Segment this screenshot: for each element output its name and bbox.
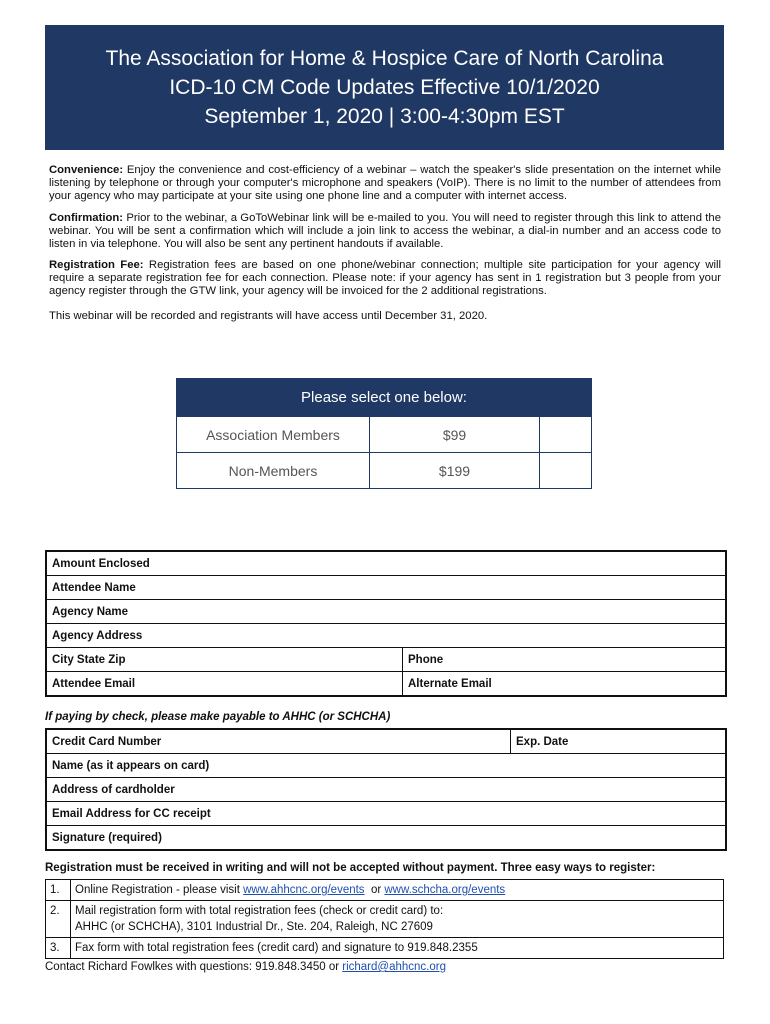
signature-field[interactable]: Signature (required) (46, 826, 726, 851)
way-mail-line1: Mail registration form with total registration fees (check or credit card) to: (75, 905, 444, 917)
convenience-label: Convenience: (49, 164, 124, 176)
nonmember-checkbox[interactable] (540, 453, 592, 489)
member-price: $99 (370, 417, 540, 453)
convenience-paragraph (49, 164, 721, 203)
recorded-paragraph: This webinar will be recorded and registrants will have access until December 31, 2020. (49, 310, 488, 323)
confirmation-text: Prior to the webinar, a GoToWebinar link will be e-mailed to you. You will need to register through this link to attend the webinar. You will be sent a confirmation which will include a join link to access the webinar, a dial-in number and an access code to listen in via telephone. You will also be sent any pertinent handouts if available. (49, 211, 721, 250)
alternate-email-field[interactable]: Alternate Email (403, 672, 727, 697)
header-banner (45, 25, 724, 150)
way-mail-line2: AHHC (or SCHCHA), 3101 Industrial Dr., Ste. 204, Raleigh, NC 27609 (75, 921, 433, 933)
convenience-text: Enjoy the convenience and cost-efficiency of a webinar – watch the speaker's slide presentation on the internet while listening by telephone or through your computer's microphone and speakers (VoIP). There is no limit to the number of attendees from your agency who may participate at your site using one phone line and a computer with internet access. (49, 164, 721, 202)
way-number: 2. (46, 901, 71, 938)
way-mail (71, 901, 724, 938)
table-row (46, 880, 724, 901)
nonmember-price: $199 (370, 453, 540, 489)
cc-email-field[interactable]: Email Address for CC receipt (46, 802, 726, 826)
way-online (71, 880, 724, 901)
schcha-events-link[interactable]: www.schcha.org/events (384, 884, 506, 896)
card-form (45, 728, 727, 851)
registration-ways-table (45, 879, 724, 959)
way-online-text: Online Registration - please visit (75, 884, 244, 896)
member-checkbox[interactable] (540, 417, 592, 453)
phone-field[interactable]: Phone (403, 648, 727, 672)
exp-date-field[interactable]: Exp. Date (511, 729, 727, 754)
fee-text: Registration fees are based on one phone/webinar connection; multiple site participation for your agency will require a separate registration fee for each connection. Please note: if your agency has sent in 1 registration but 3 people from your agency register through the GTW link, your agency will be invoiced for the 2 additional registrations. (49, 259, 722, 298)
confirmation-paragraph (49, 212, 721, 251)
select-heading: Please select one below: (177, 379, 592, 417)
agency-address-field[interactable]: Agency Address (46, 624, 726, 648)
card-number-field[interactable]: Credit Card Number (46, 729, 511, 754)
registration-title: Registration must be received in writing and will not be accepted without payment. Three easy ways to register: (45, 862, 656, 874)
confirmation-label: Confirmation: (49, 211, 124, 224)
attendee-form (45, 550, 727, 697)
table-row (46, 901, 724, 938)
way-online-or: or (364, 884, 385, 896)
way-number: 3. (46, 938, 71, 959)
ahhcnc-events-link[interactable]: www.ahhcnc.org/events (243, 884, 365, 896)
nonmember-label: Non-Members (177, 453, 370, 489)
fee-paragraph (49, 259, 721, 298)
way-fax: Fax form with total registration fees (credit card) and signature to 919.848.2355 (71, 938, 724, 959)
contact-line (45, 961, 446, 973)
membership-select-table (176, 378, 592, 489)
way-number: 1. (46, 880, 71, 901)
header-subtitle: ICD-10 CM Code Updates Effective 10/1/2020 (169, 76, 600, 99)
contact-text: Contact Richard Fowlkes with questions: 919.848.3450 or (45, 961, 343, 973)
member-label: Association Members (177, 417, 370, 453)
contact-email-link[interactable]: richard@ahhcnc.org (342, 961, 446, 973)
amount-field[interactable]: Amount Enclosed (46, 551, 726, 576)
card-name-field[interactable]: Name (as it appears on card) (46, 754, 726, 778)
intro-section (49, 164, 721, 332)
table-row (177, 417, 592, 453)
header-title: The Association for Home & Hospice Care of North Carolina (105, 47, 664, 70)
fee-label: Registration Fee: (49, 259, 144, 272)
attendee-name-field[interactable]: Attendee Name (46, 576, 726, 600)
table-row (177, 453, 592, 489)
attendee-email-field[interactable]: Attendee Email (46, 672, 403, 697)
cardholder-address-field[interactable]: Address of cardholder (46, 778, 726, 802)
check-note: If paying by check, please make payable to AHHC (or SCHCHA) (45, 711, 391, 723)
table-row (46, 938, 724, 959)
header-date: September 1, 2020 | 3:00-4:30pm EST (204, 105, 565, 128)
agency-name-field[interactable]: Agency Name (46, 600, 726, 624)
city-state-zip-field[interactable]: City State Zip (46, 648, 403, 672)
